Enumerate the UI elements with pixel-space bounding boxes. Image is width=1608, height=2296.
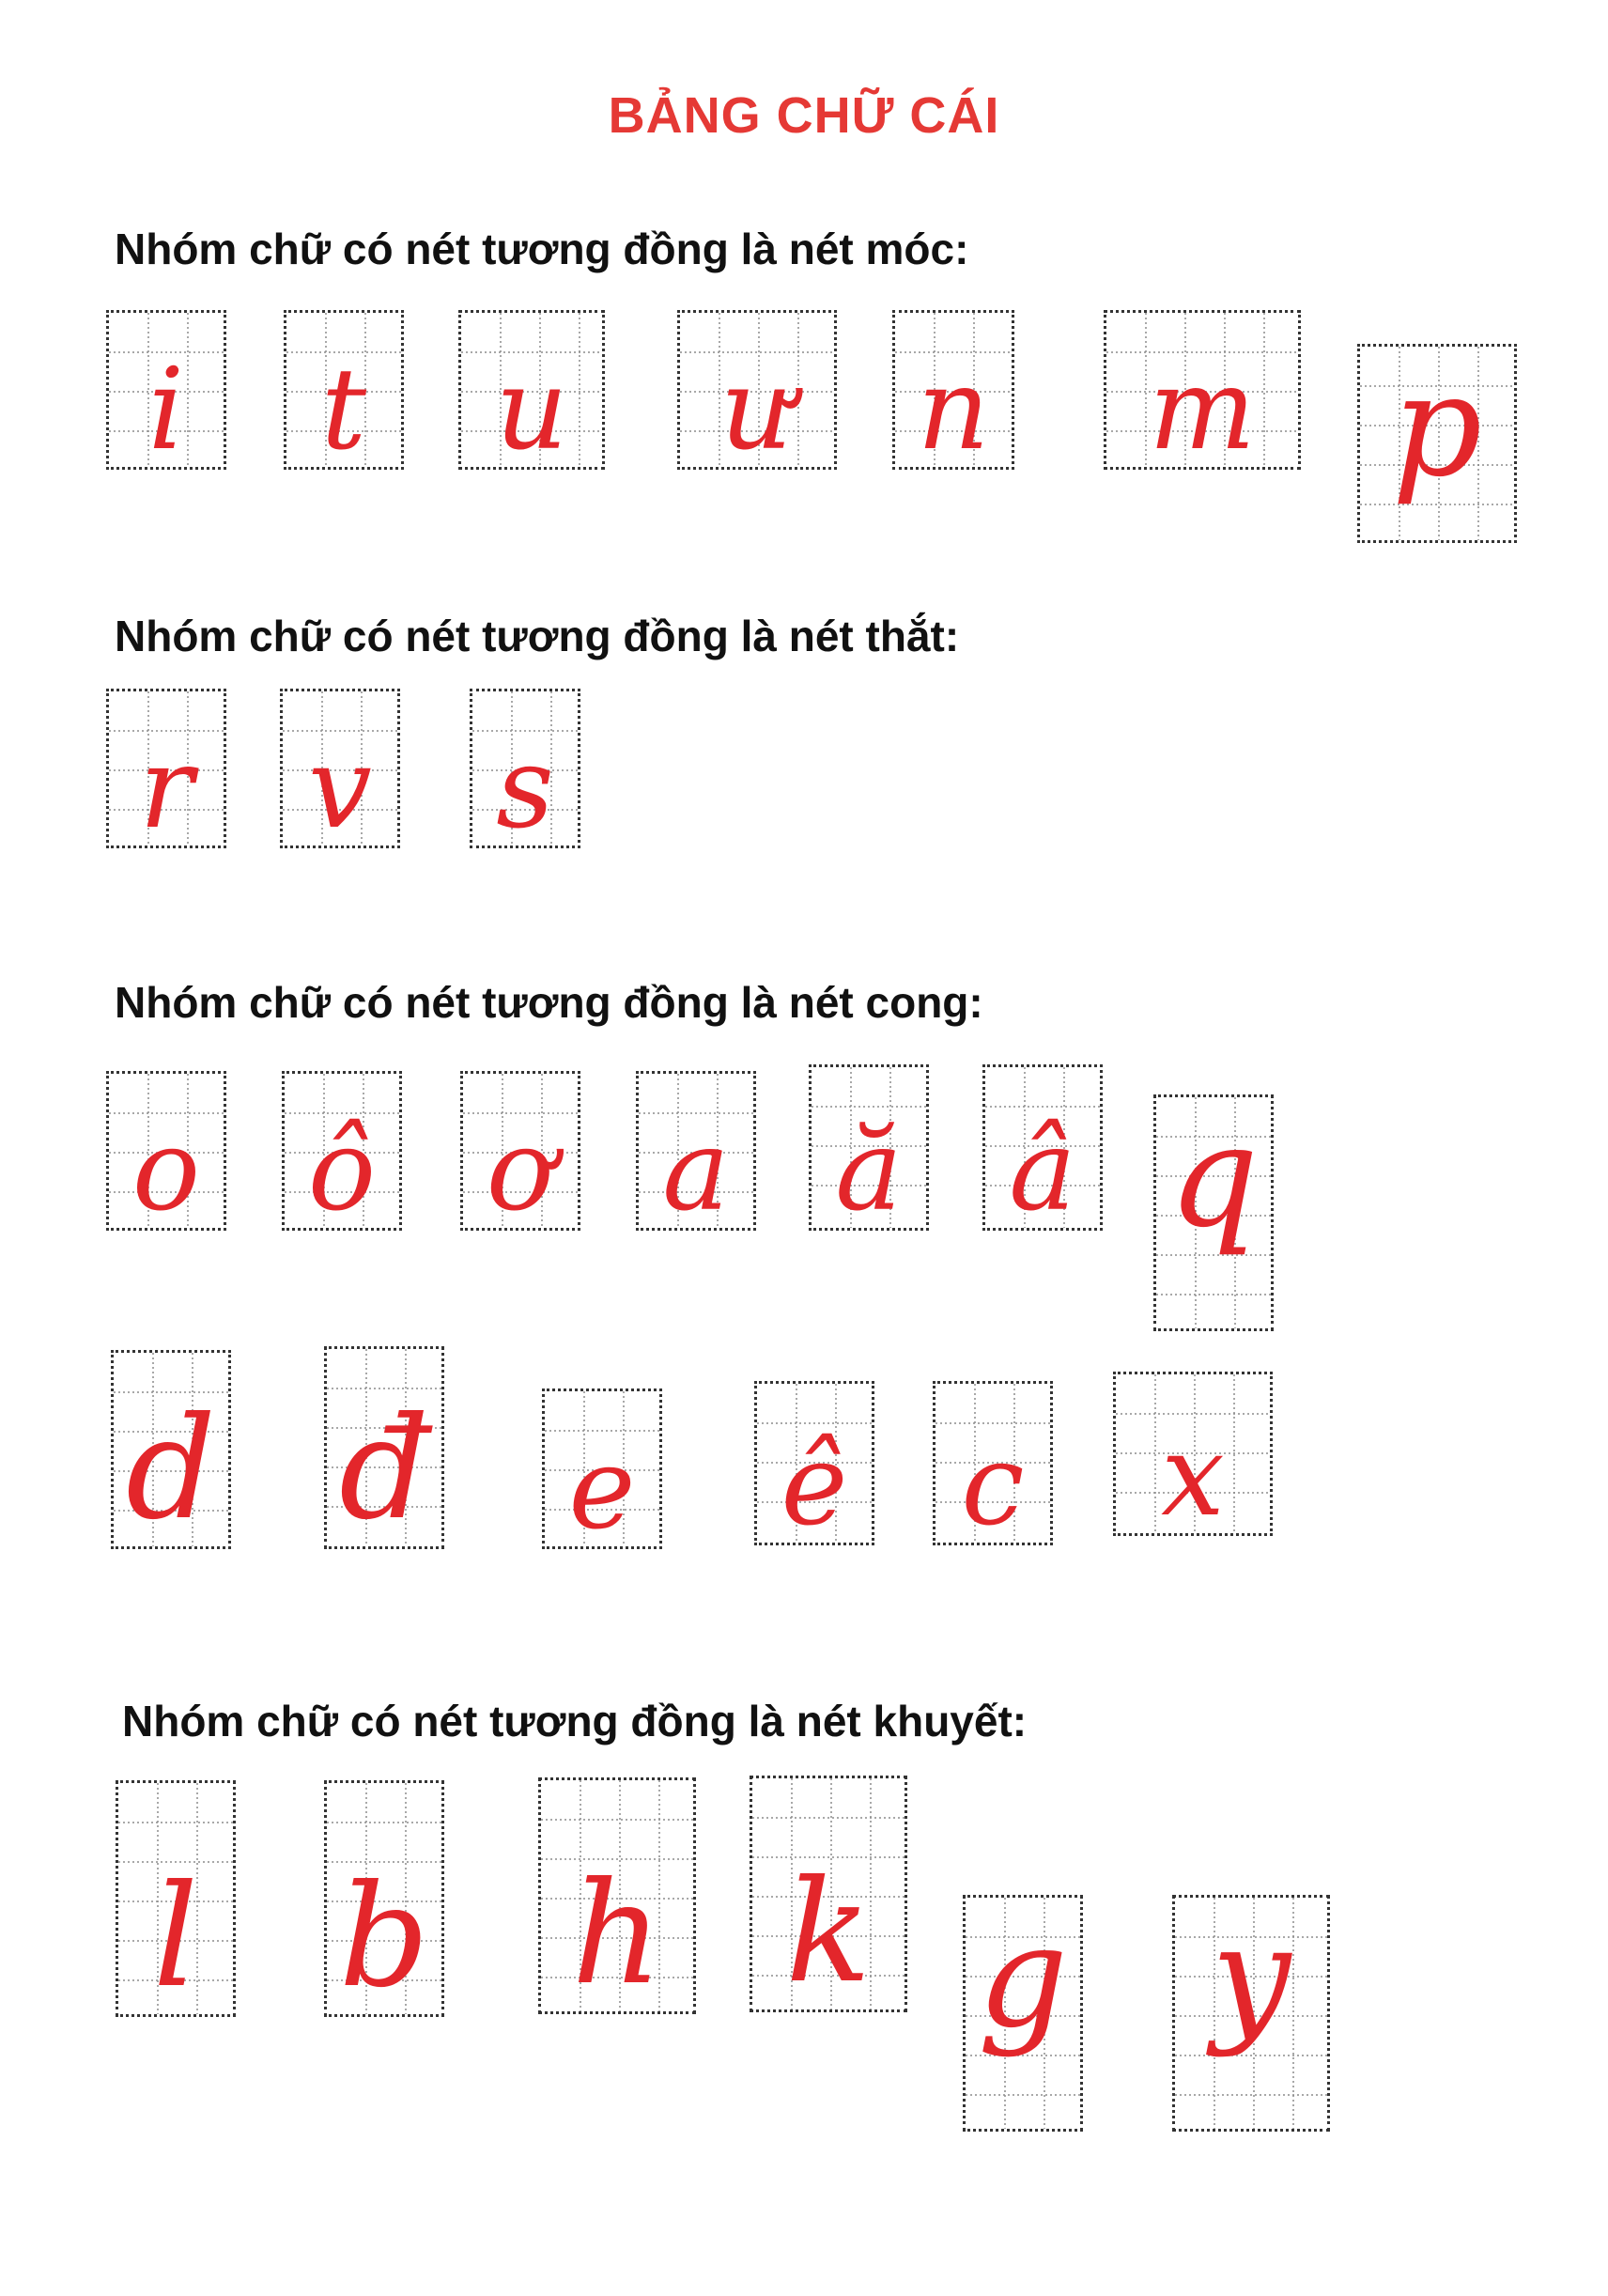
writing-grid: [286, 313, 401, 475]
letter-glyph: ê: [781, 1420, 848, 1551]
writing-grid: [472, 691, 578, 854]
writing-grid: [545, 1391, 659, 1555]
section-heading-net-cong: Nhóm chữ có nét tương đồng là nét cong:: [115, 978, 983, 1027]
letter-glyph: m: [1149, 345, 1256, 475]
writing-grid: [1175, 1898, 1327, 2129]
section-heading-net-that: Nhóm chữ có nét tương đồng là nét thắt:: [115, 612, 960, 660]
writing-grid: [541, 1780, 693, 2016]
writing-grid: [109, 313, 224, 475]
letter-glyph: đ: [338, 1387, 430, 1551]
writing-grid: [285, 1074, 399, 1236]
letter-card-k: [750, 1776, 907, 2012]
letter-glyph: v: [308, 723, 372, 854]
letter-card-e: [542, 1388, 662, 1555]
letter-glyph: t: [320, 345, 367, 475]
letter-card-h: [538, 1777, 696, 2014]
letter-card-i: [106, 310, 226, 475]
letter-glyph: r: [139, 723, 193, 854]
section-heading-net-khuyet: Nhóm chữ có nét tương đồng là nét khuyết:: [122, 1697, 1028, 1745]
letter-glyph: q: [1167, 1095, 1260, 1259]
letter-glyph: ă: [835, 1106, 903, 1236]
writing-grid: [109, 1074, 224, 1236]
letter-glyph: a: [662, 1106, 730, 1236]
letter-card-m: [1104, 310, 1301, 475]
letter-card-c: [933, 1381, 1053, 1551]
letter-card-a-breve: [809, 1064, 929, 1236]
writing-grid: [895, 313, 1012, 475]
letter-card-o-horn: [460, 1071, 580, 1236]
writing-grid: [1360, 347, 1514, 540]
letter-glyph: y: [1211, 1896, 1291, 2059]
letter-glyph: h: [571, 1852, 663, 2016]
letter-card-t: [284, 310, 404, 475]
letter-glyph: d: [125, 1387, 217, 1551]
letter-glyph: ơ: [486, 1106, 555, 1236]
letter-card-x: [1113, 1372, 1273, 1542]
writing-grid: [639, 1074, 753, 1236]
letter-glyph: l: [153, 1854, 198, 2019]
letter-glyph: k: [785, 1850, 872, 2014]
letter-card-s: [470, 689, 580, 854]
section-heading-net-moc: Nhóm chữ có nét tương đồng là nét móc:: [115, 225, 969, 273]
page-title: BẢNG CHỮ CÁI: [608, 87, 1000, 144]
letter-card-d: [111, 1350, 231, 1549]
letter-glyph: n: [917, 345, 990, 475]
letter-glyph: b: [338, 1854, 430, 2019]
writing-grid: [757, 1384, 872, 1551]
letter-glyph: â: [1009, 1106, 1076, 1236]
letter-glyph: x: [1161, 1411, 1225, 1542]
letter-glyph: c: [961, 1420, 1025, 1551]
writing-grid: [327, 1349, 441, 1551]
letter-card-b: [324, 1780, 444, 2017]
letter-card-o: [106, 1071, 226, 1236]
writing-grid: [1106, 313, 1298, 475]
writing-grid: [118, 1783, 233, 2019]
letter-card-a: [636, 1071, 756, 1236]
letter-card-r: [106, 689, 226, 854]
letter-glyph: u: [495, 345, 568, 475]
writing-grid: [752, 1778, 904, 2014]
writing-grid: [461, 313, 602, 475]
letter-card-v: [280, 689, 400, 854]
letter-card-a-circumflex: [982, 1064, 1103, 1236]
letter-glyph: ô: [307, 1106, 377, 1236]
letter-card-p: [1357, 344, 1517, 543]
writing-grid: [1116, 1374, 1270, 1542]
letter-card-y: [1172, 1895, 1330, 2132]
writing-grid: [327, 1783, 441, 2019]
writing-grid: [114, 1353, 228, 1551]
writing-grid: [966, 1898, 1080, 2129]
writing-grid: [463, 1074, 578, 1236]
letter-glyph: i: [147, 345, 185, 475]
letter-card-o-circumflex: [282, 1071, 402, 1236]
letter-card-n: [892, 310, 1014, 475]
writing-grid: [283, 691, 397, 854]
writing-grid: [935, 1384, 1050, 1551]
letter-card-d-stroke: [324, 1346, 444, 1549]
writing-grid: [812, 1067, 926, 1236]
letter-card-l: [116, 1780, 236, 2017]
letter-card-e-circumflex: [754, 1381, 874, 1551]
writing-grid: [985, 1067, 1100, 1236]
letter-glyph: g: [977, 1896, 1069, 2059]
writing-grid: [680, 313, 834, 475]
letter-card-q: [1153, 1094, 1274, 1331]
writing-grid: [109, 691, 224, 854]
letter-glyph: p: [1391, 345, 1483, 508]
letter-glyph: s: [496, 723, 554, 854]
letter-glyph: ư: [720, 345, 794, 475]
letter-card-u: [458, 310, 605, 475]
letter-card-g: [963, 1895, 1083, 2132]
letter-glyph: e: [568, 1424, 636, 1555]
letter-glyph: o: [131, 1106, 201, 1236]
letter-card-u-horn: [677, 310, 837, 475]
writing-grid: [1156, 1097, 1271, 1328]
